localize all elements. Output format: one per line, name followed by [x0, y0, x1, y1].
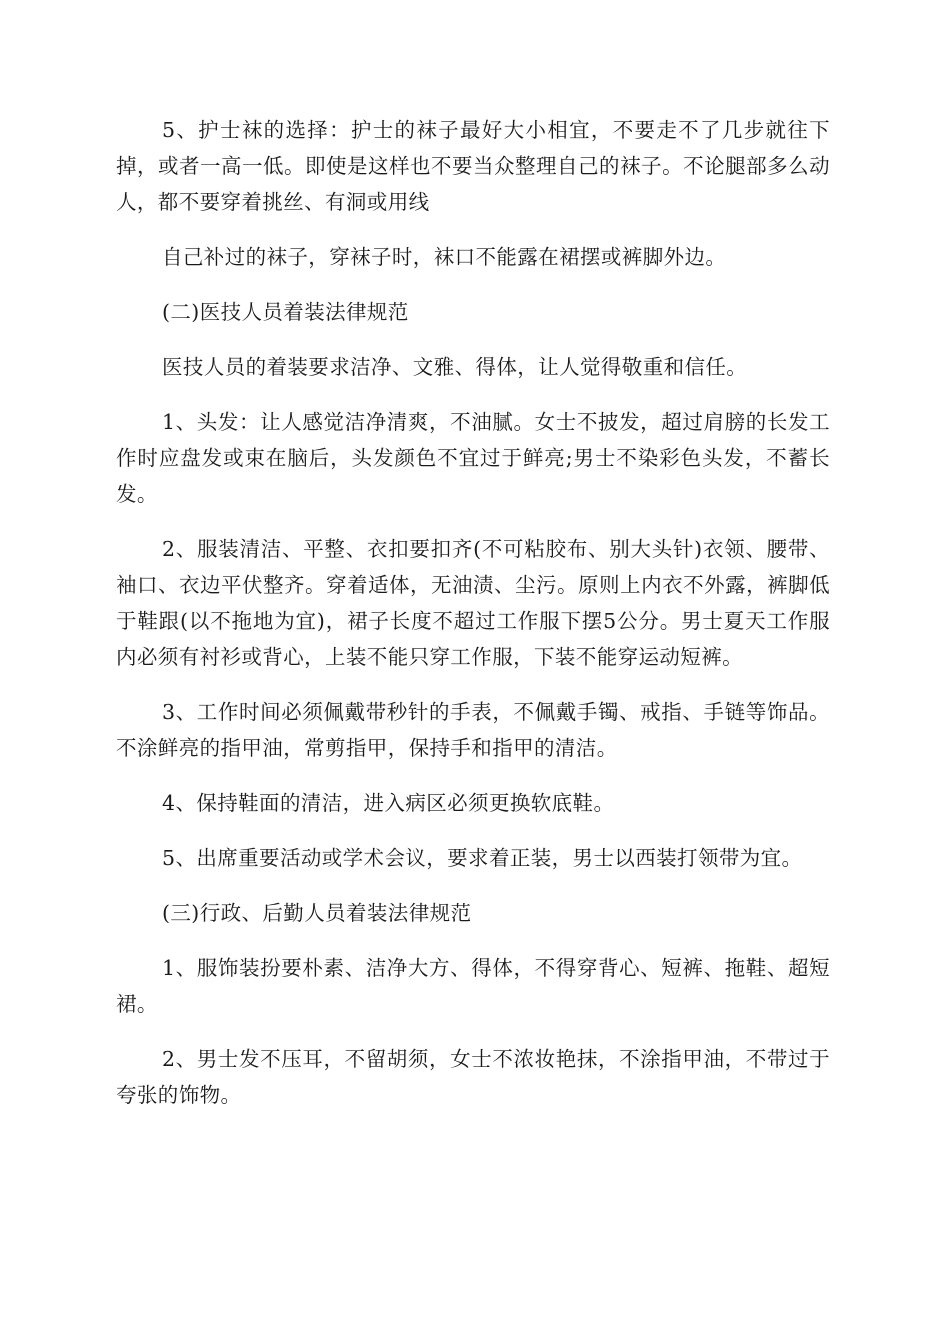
paragraph-clothing: 2、服装清洁、平整、衣扣要扣齐(不可粘胶布、别大头针)衣领、腰带、袖口、衣边平伏整齐。穿着适体，无油渍、尘污。原则上内衣不外露，裤脚低于鞋跟(以不拖地为宜)，裙子长度不超过工作服下摆5公分。男士夏天工作服内必须有衬衫或背心，上装不能只穿工作服，下装不能穿运动短裤。 — [116, 537, 830, 669]
paragraph-hair: 1、头发：让人感觉洁净清爽，不油腻。女士不披发，超过肩膀的长发工作时应盘发或束在脑后，头发颜色不宜过于鲜亮;男士不染彩色头发，不蓄长发。 — [116, 410, 830, 506]
section-heading-medical-tech: (二)医技人员着装法律规范 — [162, 300, 409, 324]
section-heading-admin-logistics: (三)行政、后勤人员着装法律规范 — [162, 901, 472, 925]
paragraph-admin-grooming: 2、男士发不压耳，不留胡须，女士不浓妆艳抹，不涂指甲油，不带过于夸张的饰物。 — [116, 1047, 830, 1107]
paragraph-watch-jewelry: 3、工作时间必须佩戴带秒针的手表，不佩戴手镯、戒指、手链等饰品。不涂鲜亮的指甲油，常剪指甲，保持手和指甲的清洁。 — [116, 700, 830, 760]
paragraph-admin-attire: 1、服饰装扮要朴素、洁净大方、得体，不得穿背心、短裤、拖鞋、超短裙。 — [116, 956, 830, 1016]
paragraph-shoes: 4、保持鞋面的清洁，进入病区必须更换软底鞋。 — [162, 791, 615, 815]
paragraph-medical-tech-intro: 医技人员的着装要求洁净、文雅、得体，让人觉得敬重和信任。 — [162, 355, 748, 379]
paragraph-nurse-socks: 5、护士袜的选择：护士的袜子最好大小相宜，不要走不了几步就往下掉，或者一高一低。即使是这样也不要当众整理自己的袜子。不论腿部多么动人，都不要穿着挑丝、有洞或用线 — [116, 118, 830, 214]
paragraph-socks-continued: 自己补过的袜子，穿袜子时，袜口不能露在裙摆或裤脚外边。 — [162, 245, 727, 269]
document-page — [116, 112, 830, 1132]
paragraph-formal-wear: 5、出席重要活动或学术会议，要求着正装，男士以西装打领带为宜。 — [162, 846, 803, 870]
